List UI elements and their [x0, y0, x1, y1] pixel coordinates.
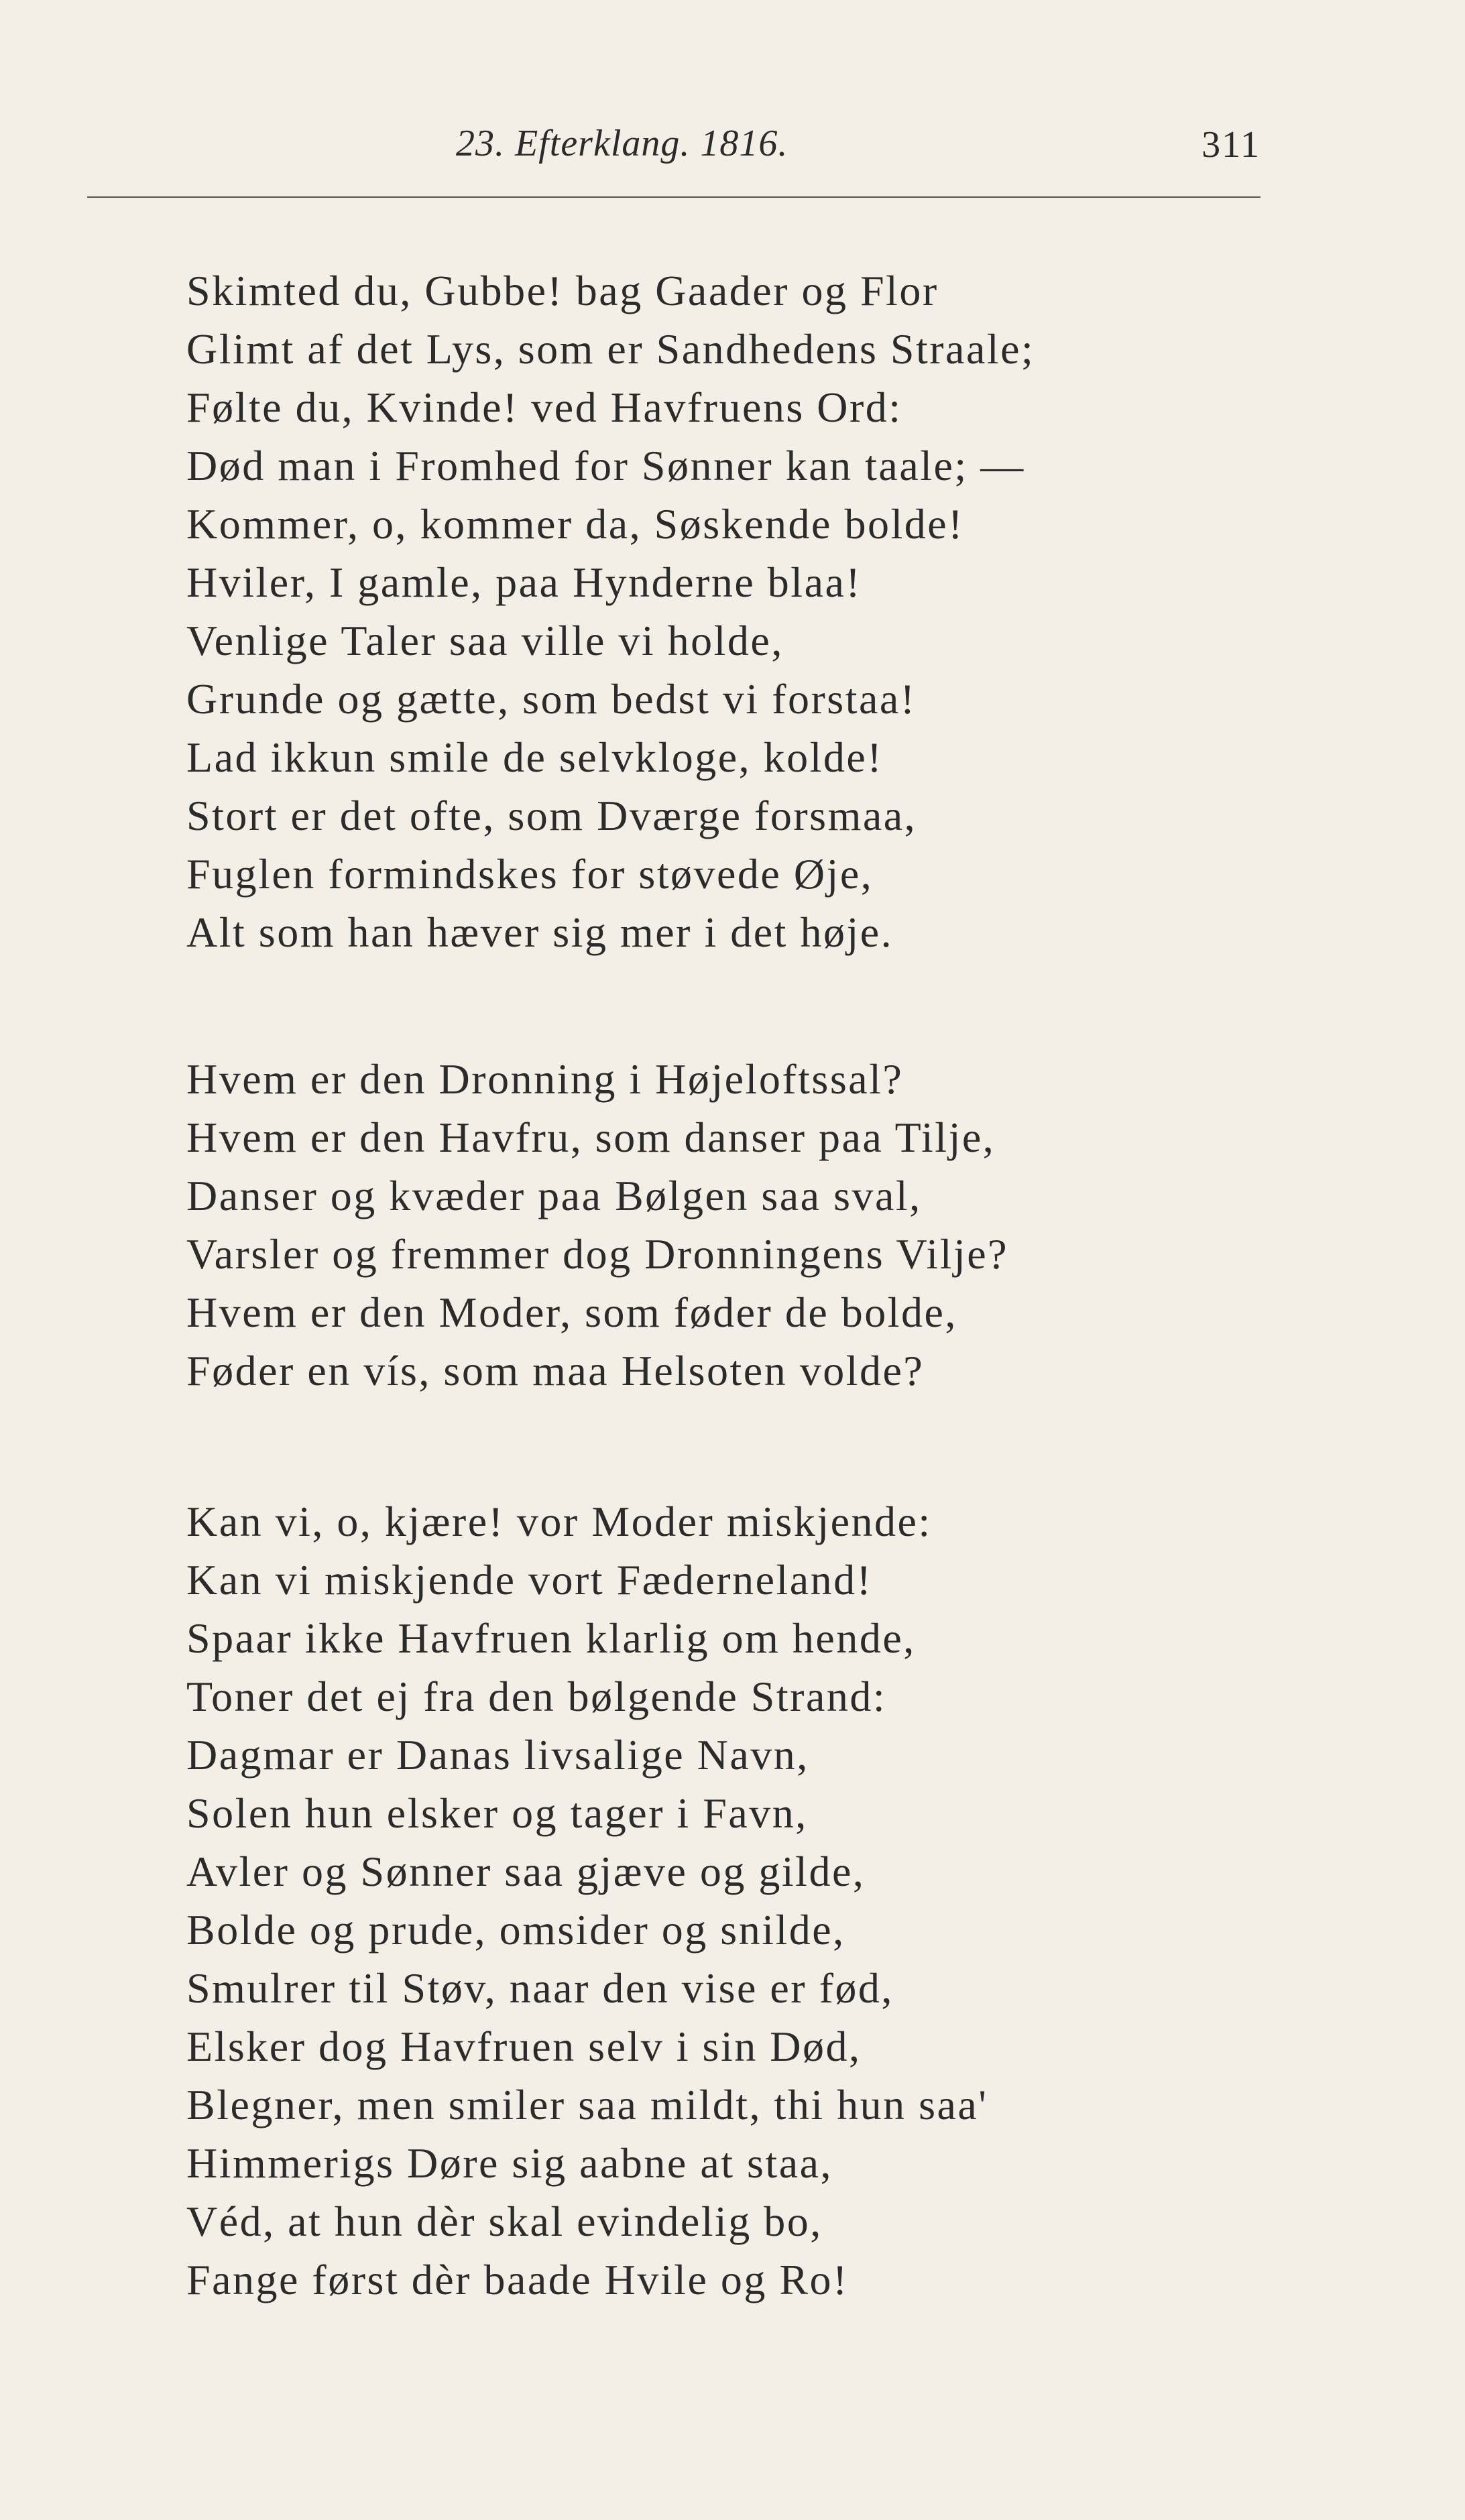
poem-line: Fange først dèr baade Hvile og Ro! — [186, 2256, 849, 2303]
poem-line: Lad ikkun smile de selvkloge, kolde! — [186, 733, 884, 781]
poem-line: Varsler og fremmer dog Dronningens Vilje? — [186, 1230, 1009, 1278]
poem-line: Kommer, o, kommer da, Søskende bolde! — [186, 500, 964, 548]
poem-line: Smulrer til Støv, naar den vise er fød, — [186, 1964, 894, 2012]
poem-line: Himmerigs Døre sig aabne at staa, — [186, 2139, 833, 2187]
poem-line: Spaar ikke Havfruen klarlig om hende, — [186, 1614, 916, 1662]
poem-line: Fuglen formindskes for støvede Øje, — [186, 850, 874, 898]
poem-line: Følte du, Kvinde! ved Havfruens Ord: — [186, 383, 902, 431]
poem-line: Hvem er den Havfru, som danser paa Tilje, — [186, 1114, 996, 1161]
poem-line: Alt som han hæver sig mer i det høje. — [186, 908, 894, 956]
running-title: 23. Efterklang. 1816. — [456, 123, 788, 164]
poem-line: Død man i Fromhed for Sønner kan taale; — — [186, 442, 1025, 489]
poem-line: Hvem er den Moder, som føder de bolde, — [186, 1288, 957, 1336]
poem-line: Blegner, men smiler saa mildt, thi hun saa' — [186, 2081, 988, 2128]
poem-line: Véd, at hun dèr skal evindelig bo, — [186, 2198, 823, 2245]
poem-line: Skimted du, Gubbe! bag Gaader og Flor — [186, 267, 939, 314]
poem-line: Hviler, I gamle, paa Hynderne blaa! — [186, 558, 862, 606]
page-number: 311 — [1202, 124, 1261, 166]
poem-line: Hvem er den Dronning i Højeloftssal? — [186, 1055, 904, 1103]
poem-line: Kan vi, o, kjære! vor Moder miskjende: — [186, 1498, 932, 1545]
poem-line: Føder en vís, som maa Helsoten volde? — [186, 1347, 925, 1394]
poem-line: Bolde og prude, omsider og snilde, — [186, 1906, 845, 1954]
poem-line: Avler og Sønner saa gjæve og gilde, — [186, 1848, 866, 1895]
poem-line: Stort er det ofte, som Dværge forsmaa, — [186, 792, 917, 839]
running-head — [87, 122, 1261, 176]
stanza-2 — [186, 1050, 1008, 1400]
poem-line: Venlige Taler saa ville vi holde, — [186, 617, 784, 664]
stanza-3 — [186, 1492, 988, 2309]
stanza-1 — [186, 261, 1035, 961]
poem-line: Toner det ej fra den bølgende Strand: — [186, 1673, 887, 1720]
poem-line: Solen hun elsker og tager i Favn, — [186, 1789, 808, 1837]
poem-line: Elsker dog Havfruen selv i sin Død, — [186, 2023, 862, 2070]
poem-line: Dagmar er Danas livsalige Navn, — [186, 1731, 809, 1779]
poem-line: Kan vi miskjende vort Fæderneland! — [186, 1556, 873, 1604]
poem-line: Grunde og gætte, som bedst vi forstaa! — [186, 675, 917, 723]
poem-line: Danser og kvæder paa Bølgen saa sval, — [186, 1172, 922, 1219]
header-rule — [87, 196, 1261, 198]
poem-line: Glimt af det Lys, som er Sandhedens Straale; — [186, 325, 1035, 373]
